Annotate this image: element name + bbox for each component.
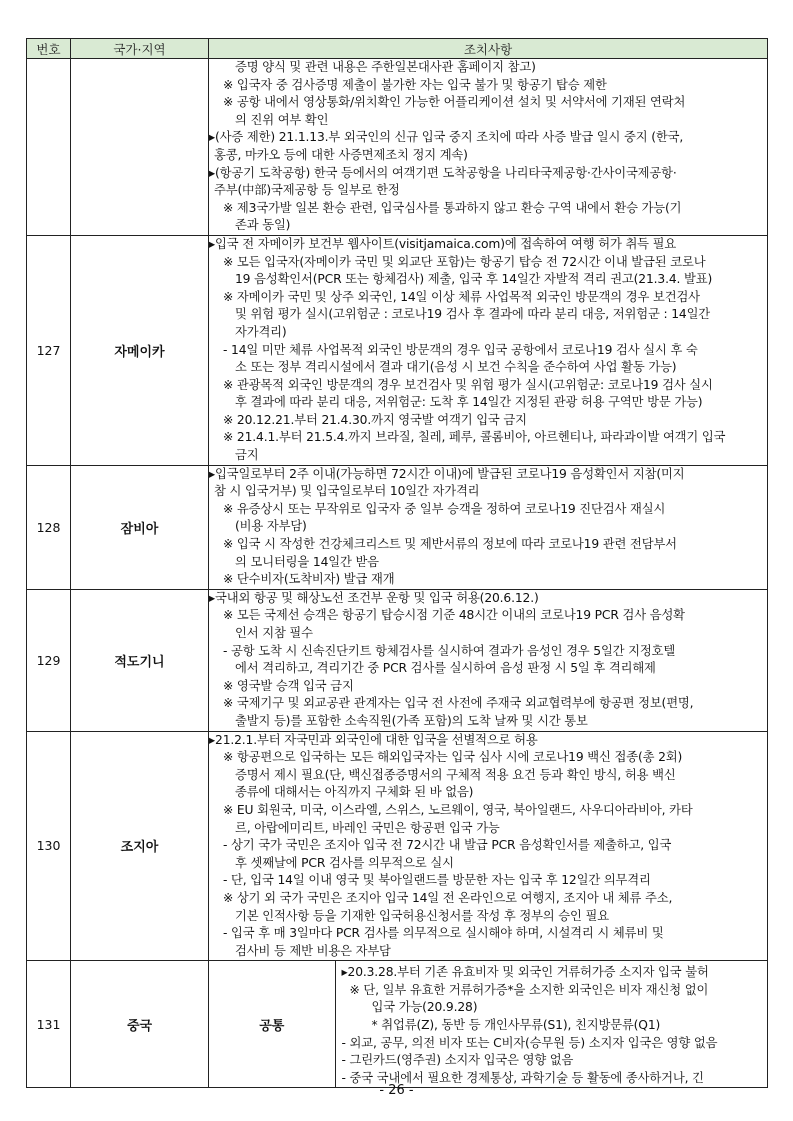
measure-line: 르, 아랍에미리트, 바레인 국민은 항공편 입국 가능 bbox=[235, 820, 500, 835]
measure-line: 기본 인적사항 등을 기재한 입국허용신청서를 작성 후 정부의 승인 필요 bbox=[235, 908, 609, 923]
measure-line: ▸(항공기 도착공항) 한국 등에서의 여객기편 도착공항을 나리타국제공항·간사이국제공항· bbox=[209, 165, 677, 180]
measure-line: - 단, 입국 14일 이내 영국 및 북아일랜드를 방문한 자는 입국 후 12일간 의무격리 bbox=[223, 873, 651, 888]
measure-line: ※ 단수비자(도착비자) 발급 재개 bbox=[223, 572, 395, 587]
measure-line: 주부(中部)국제공항 등 일부로 한정 bbox=[214, 183, 400, 198]
measure-line: 종류에 대해서는 아직까지 구체화 된 바 없음) bbox=[235, 785, 474, 800]
measures-table bbox=[26, 38, 768, 1088]
measure-line: ※ EU 회원국, 미국, 이스라엘, 스위스, 노르웨이, 영국, 북아일랜드, 사우디아라비아, 카타 bbox=[223, 802, 693, 817]
measure-line: - 상기 국가 국민은 조지아 입국 전 72시간 내 발급 PCR 음성확인서를 제출하고, 입국 bbox=[223, 838, 672, 853]
measure-line: ※ 공항 내에서 영상통화/위치확인 가능한 어플리케이션 설치 및 서약서에 기재된 연락처 bbox=[223, 95, 686, 110]
measure-line: ▸20.3.28.부터 기존 유효비자 및 외국인 거류허가증 소지자 입국 불허 bbox=[341, 965, 709, 980]
measure-line: 및 위험 평가 실시(고위험군 : 코로나19 검사 후 결과에 따라 분리 대응, 저위험군 : 14일간 bbox=[235, 307, 711, 322]
row-country: 잠비아 bbox=[71, 465, 209, 589]
measure-line: ▸국내외 항공 및 해상노선 조건부 운항 및 입국 허용(20.6.12.) bbox=[209, 590, 539, 605]
row-num bbox=[27, 59, 71, 236]
measure-line: ※ 입국자 중 검사증명 제출이 불가한 자는 입국 불가 및 항공기 탑승 제한 bbox=[223, 77, 607, 92]
header-num: 번호 bbox=[27, 39, 71, 59]
row-country: 자메이카 bbox=[71, 235, 209, 465]
measure-line: 증명 양식 및 관련 내용은 주한일본대사관 홈페이지 참고) bbox=[235, 60, 536, 74]
measure-line: ※ 관광목적 외국인 방문객의 경우 보건검사 및 위험 평가 실시(고위험군: 코로나19 검사 실시 bbox=[223, 377, 713, 392]
row-measures bbox=[209, 465, 768, 589]
measure-line: ▸21.2.1.부터 자국민과 외국인에 대한 입국을 선별적으로 허용 bbox=[209, 732, 538, 747]
measure-line: ※ 제3국가발 일본 환승 관련, 입국심사를 통과하지 않고 환승 구역 내에서 환승 가능(기 bbox=[223, 200, 682, 215]
measure-line: 자가격리) bbox=[235, 324, 287, 339]
table-header-row bbox=[27, 39, 768, 59]
row-region: 공통 bbox=[209, 961, 335, 1087]
row-measures bbox=[209, 235, 768, 465]
table-row bbox=[27, 589, 768, 731]
row-measures-split bbox=[209, 961, 768, 1088]
measure-line: 19 음성확인서(PCR 또는 항체검사) 제출, 입국 후 14일간 자발적 격리 권고(21.3.4. 발표) bbox=[235, 272, 713, 287]
sub-row bbox=[209, 961, 767, 1087]
measure-line: ※ 20.12.21.부터 21.4.30.까지 영국발 여객기 입국 금지 bbox=[223, 412, 527, 427]
measure-line: ※ 단, 일부 유효한 거류허가증*을 소지한 외국인은 비자 재신청 없이 bbox=[349, 982, 709, 997]
row-measures bbox=[209, 59, 768, 236]
page-number: - 26 - bbox=[379, 1083, 414, 1098]
row-measures bbox=[335, 961, 767, 1087]
measure-line: 에서 격리하고, 격리기간 중 PCR 검사를 실시하여 음성 판정 시 5일 후 격리해제 bbox=[235, 661, 656, 676]
table-row bbox=[27, 731, 768, 961]
row-country: 적도기니 bbox=[71, 589, 209, 731]
measure-line: ▸(사증 제한) 21.1.13.부 외국인의 신규 입국 중지 조치에 따라 사증 발급 일시 중지 (한국, bbox=[209, 130, 684, 145]
measure-line: ▸입국일로부터 2주 이내(가능하면 72시간 이내)에 발급된 코로나19 음성확인서 지참(미지 bbox=[209, 466, 685, 481]
measure-line: (비용 자부담) bbox=[235, 519, 307, 534]
measure-line: ※ 모든 입국자(자메이카 국민 및 외교단 포함)는 항공기 탑승 전 72시간 이내 발급된 코로나 bbox=[223, 254, 706, 269]
row-measures bbox=[209, 589, 768, 731]
measure-line: ※ 국제기구 및 외교공관 관계자는 입국 전 사전에 주재국 외교협력부에 항공편 정보(편명, bbox=[223, 696, 694, 711]
header-country: 국가·지역 bbox=[71, 39, 209, 59]
measure-line: 의 모니터링을 14일간 받음 bbox=[235, 554, 379, 569]
measure-line: 출발지 등)를 포함한 소속직원(가족 포함)의 도착 날짜 및 시간 통보 bbox=[235, 713, 588, 728]
measure-line: ※ 입국 시 작성한 건강체크리스트 및 제반서류의 정보에 따라 코로나19 관련 전담부서 bbox=[223, 537, 677, 552]
measure-line: 소 또는 정부 격리시설에서 결과 대기(음성 시 보건 수칙을 준수하여 사업 활동 가능) bbox=[235, 360, 677, 375]
row-num: 127 bbox=[27, 235, 71, 465]
measure-line: 입국 가능(20.9.28) bbox=[371, 1000, 478, 1015]
measure-line: 인서 지참 필수 bbox=[235, 626, 313, 640]
row-country: 중국 bbox=[71, 961, 209, 1088]
row-country bbox=[71, 59, 209, 236]
measure-line: ※ 영국발 승객 입국 금지 bbox=[223, 678, 354, 693]
measure-line: ※ 모든 국제선 승객은 항공기 탑승시점 기준 48시간 이내의 코로나19 PCR 검사 음성확 bbox=[223, 608, 685, 623]
measure-line: ※ 유증상시 또는 무작위로 입국자 중 일부 승객을 정하여 코로나19 진단검사 재실시 bbox=[223, 501, 666, 516]
measure-line: ▸입국 전 자메이카 보건부 웹사이트(visitjamaica.com)에 접속하여 여행 허가 취득 필요 bbox=[209, 236, 677, 251]
measure-line: ※ 자메이카 국민 및 상주 외국인, 14일 이상 체류 사업목적 외국인 방문객의 경우 보건검사 bbox=[223, 289, 700, 304]
measure-line: 의 진위 여부 확인 bbox=[235, 112, 329, 127]
measure-line: 검사비 등 제반 비용은 자부담 bbox=[235, 943, 391, 958]
measure-line: ※ 상기 외 국가 국민은 조지아 입국 14일 전 온라인으로 여행지, 조지아 내 체류 주소, bbox=[223, 890, 673, 905]
measure-line: - 입국 후 매 3일마다 PCR 검사를 의무적으로 실시해야 하며, 시설격리 시 체류비 및 bbox=[223, 926, 664, 941]
measure-line: 후 셋째날에 PCR 검사를 의무적으로 실시 bbox=[235, 855, 454, 870]
measure-line: 금지 bbox=[235, 448, 259, 463]
table-row bbox=[27, 465, 768, 589]
table-row bbox=[27, 235, 768, 465]
measure-line: - 그린카드(영주권) 소지자 입국은 영향 없음 bbox=[341, 1053, 574, 1068]
row-num: 129 bbox=[27, 589, 71, 731]
sub-table bbox=[209, 961, 767, 1087]
measure-line: 홍콩, 마카오 등에 대한 사증면제조치 정지 계속) bbox=[214, 147, 468, 162]
measure-line: - 외교, 공무, 의전 비자 또는 C비자(승무원 등) 소지자 입국은 영향 없음 bbox=[341, 1035, 718, 1050]
row-measures bbox=[209, 731, 768, 961]
measure-line: - 중국 국내에서 필요한 경제통상, 과학기술 등 활동에 종사하거나, 긴 bbox=[341, 1070, 704, 1085]
row-num: 128 bbox=[27, 465, 71, 589]
table-row bbox=[27, 59, 768, 236]
measure-line: 참 시 입국거부) 및 입국일로부터 10일간 자가격리 bbox=[214, 484, 480, 499]
measure-line: ※ 21.4.1.부터 21.5.4.까지 브라질, 칠레, 페루, 콜롬비아, 아르헨티나, 파라과이발 여객기 입국 bbox=[223, 430, 726, 445]
measure-line: - 공항 도착 시 신속진단키트 항체검사를 실시하여 결과가 음성인 경우 5일간 지정호텔 bbox=[223, 643, 676, 658]
header-measures: 조치사항 bbox=[209, 39, 768, 59]
measure-line: 후 결과에 따라 분리 대응, 저위험군: 도착 후 14일간 지정된 관광 허용 구역만 방문 가능) bbox=[235, 395, 703, 410]
row-country: 조지아 bbox=[71, 731, 209, 961]
row-num: 130 bbox=[27, 731, 71, 961]
measure-line: 존과 동일) bbox=[235, 218, 291, 233]
table-row bbox=[27, 961, 768, 1088]
row-num: 131 bbox=[27, 961, 71, 1088]
measure-line: ※ 항공편으로 입국하는 모든 해외입국자는 입국 심사 시에 코로나19 백신 접종(총 2회) bbox=[223, 750, 683, 765]
measure-line: - 14일 미만 체류 사업목적 외국인 방문객의 경우 입국 공항에서 코로나19 검사 실시 후 숙 bbox=[223, 342, 698, 357]
measure-line: * 취업류(Z), 동반 등 개인사무류(S1), 친지방문류(Q1) bbox=[371, 1018, 661, 1033]
measure-line: 증명서 제시 필요(단, 백신접종증명서의 구체적 적용 요건 등과 확인 방식, 허용 백신 bbox=[235, 767, 676, 782]
